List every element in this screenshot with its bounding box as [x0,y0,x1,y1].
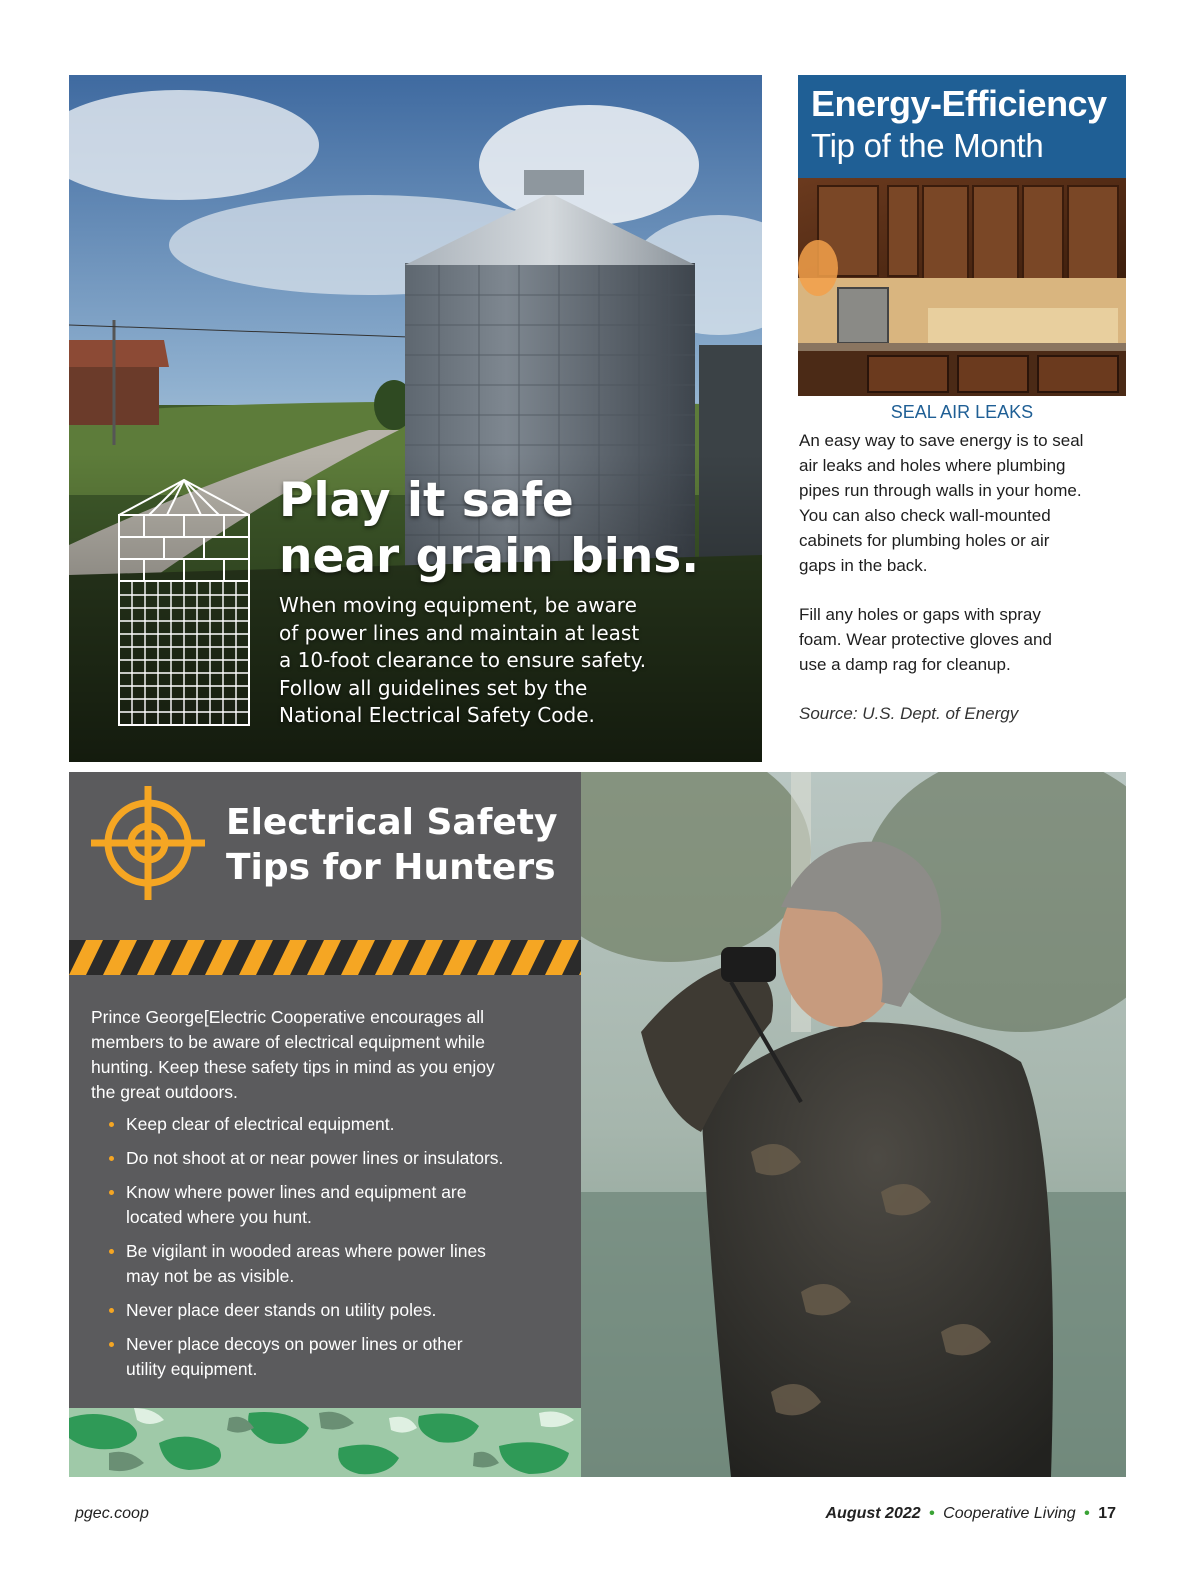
intro-line: Prince George[Electric Cooperative encourages all [91,1007,484,1027]
hunter-panel-title [226,800,576,890]
tip-source: Source: U.S. Dept. of Energy [799,704,1019,723]
tip-line: An easy way to save energy is to seal [799,431,1084,450]
hazard-stripes [69,940,581,975]
tip-line: may not be as visible. [126,1266,295,1286]
tip-line: air leaks and holes where plumbing [799,456,1066,475]
list-item [91,1298,561,1323]
tip-line: Fill any holes or gaps with spray [799,605,1041,624]
bullet-icon [109,1249,114,1254]
headline-line: near grain bins. [279,529,700,584]
intro-line: hunting. Keep these safety tips in mind as you enjoy [91,1057,495,1077]
list-item [91,1180,561,1230]
intro-line: members to be aware of electrical equipment while [91,1032,485,1052]
body-line: When moving equipment, be aware [279,593,637,617]
title-line: Tips for Hunters [226,847,556,888]
tip-line: Do not shoot at or near power lines or insulators. [126,1148,504,1168]
bullet-icon [109,1342,114,1347]
camouflage-band [69,1408,581,1477]
hunter-tips-list [91,1112,561,1391]
title-line: Electrical Safety [226,802,558,843]
bullet-icon [109,1308,114,1313]
crosshair-target-icon [89,784,207,902]
footer-issue-date: August 2022 [825,1505,921,1522]
body-line: of power lines and maintain at least [279,620,640,645]
hunter-with-binoculars-photo [581,772,1126,1477]
bullet-icon [109,1156,114,1161]
tip-paragraph [799,428,1134,578]
bullet-icon [109,1122,114,1127]
intro-line: the great outdoors. [91,1082,238,1102]
list-item [91,1239,561,1289]
body-line: a 10-foot clearance to ensure safety. [279,648,647,672]
tip-line: gaps in the back. [799,556,928,575]
grain-bin-headline [279,473,749,585]
list-item [91,1146,561,1171]
tip-line: Know where power lines and equipment are [126,1182,467,1202]
body-line: Follow all guidelines set by the [279,675,588,700]
footer-page-number: 17 [1098,1505,1116,1522]
energy-tip-header [798,75,1126,178]
tip-line: Be vigilant in wooded areas where power lines [126,1241,486,1261]
tip-line: cabinets for plumbing holes or air [799,531,1050,550]
bullet-icon [109,1190,114,1195]
hunter-intro [91,1005,561,1105]
body-line: National Electrical Safety Code. [279,703,595,727]
list-item [91,1332,561,1382]
energy-tip-header-line2: Tip of the Month [811,127,1044,164]
footer-website: pgec.coop [75,1505,149,1522]
separator-dot-icon: • [1084,1505,1090,1522]
footer-magazine-name: Cooperative Living [943,1505,1076,1522]
tip-paragraph [799,602,1134,677]
separator-dot-icon: • [929,1505,935,1522]
tip-line: Never place deer stands on utility poles. [126,1300,437,1320]
energy-tip-title: SEAL AIR LEAKS [890,402,1034,422]
kitchen-cabinets-photo [798,178,1126,396]
tip-line: You can also check wall-mounted [799,506,1051,525]
tip-line: use a damp rag for cleanup. [799,655,1011,674]
tip-line: located where you hunt. [126,1207,312,1227]
hunter-safety-panel [69,772,581,1477]
tip-line: utility equipment. [126,1359,258,1379]
grain-bin-feature [69,75,762,762]
grain-bin-body [279,592,739,730]
footer-issue-info [826,1505,1117,1523]
energy-tip-header-line1: Energy-Efficiency [811,83,1107,124]
tip-line: foam. Wear protective gloves and [799,630,1052,649]
headline-line: Play it safe [279,473,574,528]
list-item [91,1112,561,1137]
energy-tip-body [799,428,1134,726]
tip-line: pipes run through walls in your home. [799,481,1082,500]
tip-line: Keep clear of electrical equipment. [126,1114,395,1134]
tip-line: Never place decoys on power lines or other [126,1334,463,1354]
